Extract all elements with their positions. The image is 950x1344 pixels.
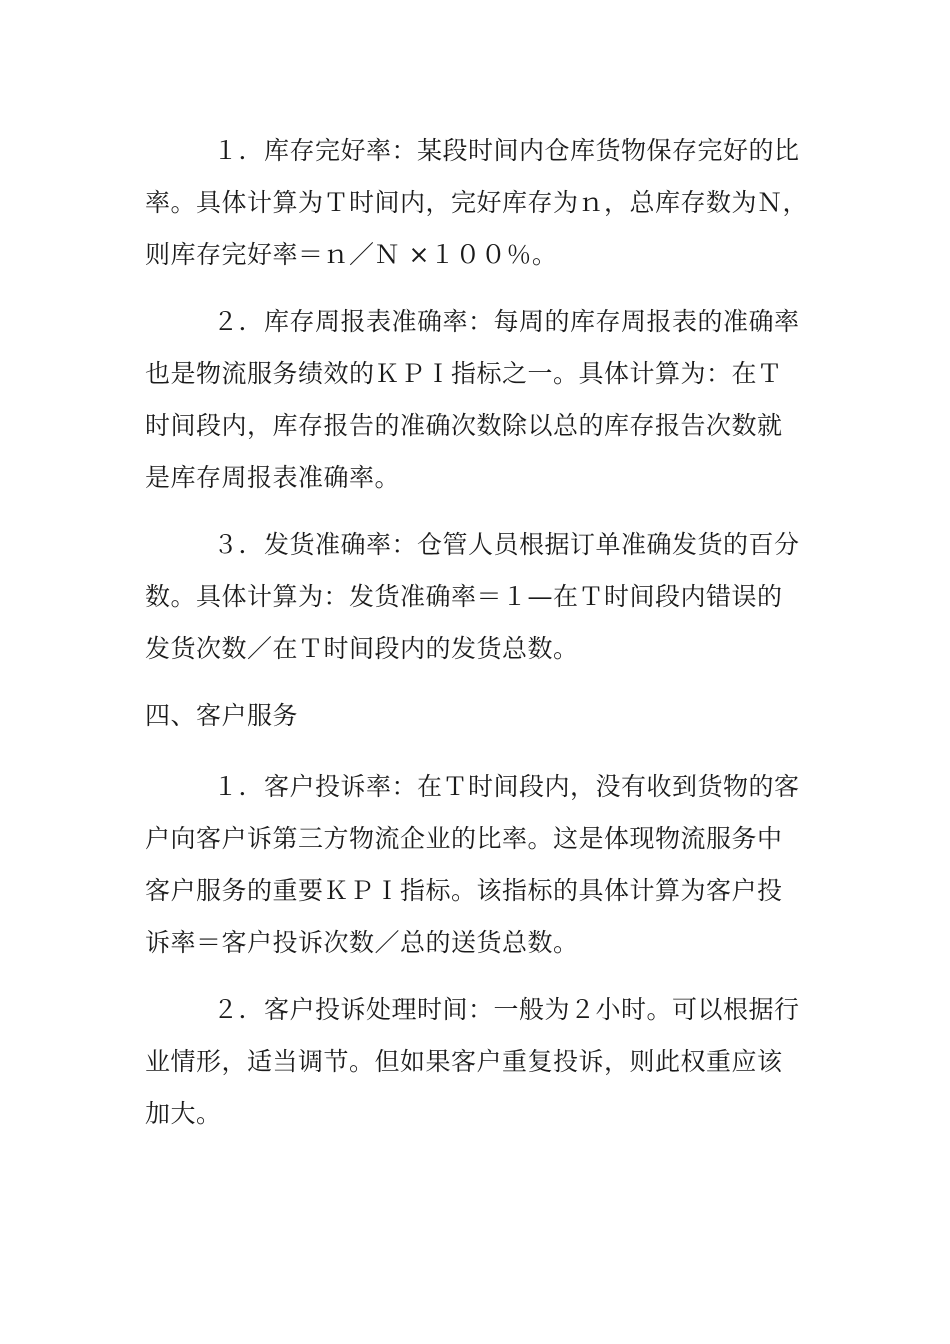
- section-heading-customer-service: [145, 690, 805, 742]
- text-line: 业情形，适当调节。但如果客户重复投诉，则此权重应该: [145, 1047, 783, 1076]
- text-line: 率。具体计算为Ｔ时间内，完好库存为ｎ，总库存数为Ｎ，: [145, 188, 809, 217]
- paragraph-customer-complaint-rate: [145, 761, 805, 969]
- paragraph-shipping-accuracy: [145, 519, 805, 675]
- text-line: 发货次数／在Ｔ时间段内的发货总数。: [145, 634, 579, 663]
- paragraph-weekly-report-accuracy: [145, 296, 805, 504]
- heading-line: 四、客户服务: [145, 701, 299, 730]
- text-line: ２．客户投诉处理时间：一般为２小时。可以根据行: [213, 995, 800, 1024]
- text-line: 时间段内，库存报告的准确次数除以总的库存报告次数就: [145, 411, 783, 440]
- text-line: 是库存周报表准确率。: [145, 463, 401, 492]
- text-line: 加大。: [145, 1099, 222, 1128]
- text-line: １．客户投诉率：在Ｔ时间段内，没有收到货物的客: [213, 772, 800, 801]
- text-line: 诉率＝客户投诉次数／总的送货总数。: [145, 928, 579, 957]
- text-line: １．库存完好率：某段时间内仓库货物保存完好的比: [213, 136, 800, 165]
- text-line: 客户服务的重要ＫＰＩ指标。该指标的具体计算为客户投: [145, 876, 783, 905]
- paragraph-complaint-handling-time: [145, 984, 805, 1140]
- text-line: 则库存完好率＝ｎ／Ｎ ×１００％。: [145, 240, 558, 269]
- text-line: 也是物流服务绩效的ＫＰＩ指标之一。具体计算为：在Ｔ: [145, 359, 783, 388]
- text-line: ２．库存周报表准确率：每周的库存周报表的准确率: [213, 307, 800, 336]
- text-line: 户向客户诉第三方物流企业的比率。这是体现物流服务中: [145, 824, 783, 853]
- text-line: ３．发货准确率：仓管人员根据订单准确发货的百分: [213, 530, 800, 559]
- text-line: 数。具体计算为：发货准确率＝１—在Ｔ时间段内错误的: [145, 582, 783, 611]
- paragraph-inventory-intact-rate: [145, 125, 809, 281]
